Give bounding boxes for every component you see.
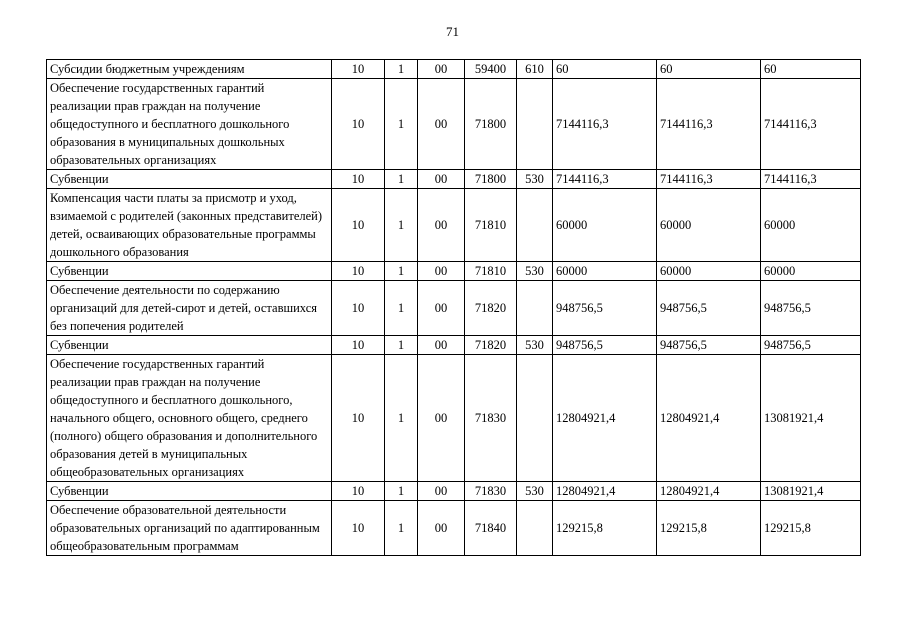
table-row — [47, 189, 861, 262]
row-value-3: 129215,8 — [761, 501, 861, 556]
row-value-3: 60 — [761, 60, 861, 79]
row-section: 10 — [332, 355, 385, 482]
row-value-2: 129215,8 — [657, 501, 761, 556]
table-row — [47, 281, 861, 336]
row-value-2: 60 — [657, 60, 761, 79]
row-name: Обеспечение деятельности по содержанию организаций для детей-сирот и детей, оставшихся без попечения родителей — [47, 281, 332, 336]
table-row — [47, 482, 861, 501]
row-value-2: 948756,5 — [657, 281, 761, 336]
page-number: 71 — [446, 24, 459, 39]
row-section: 10 — [332, 170, 385, 189]
row-value-3: 13081921,4 — [761, 482, 861, 501]
row-value-3: 60000 — [761, 189, 861, 262]
row-type: 530 — [517, 482, 553, 501]
row-subsection: 1 — [385, 501, 418, 556]
row-type: 610 — [517, 60, 553, 79]
row-program: 00 — [418, 501, 465, 556]
row-value-1: 948756,5 — [553, 281, 657, 336]
row-program: 00 — [418, 355, 465, 482]
row-program: 00 — [418, 189, 465, 262]
table-row — [47, 79, 861, 170]
row-value-1: 129215,8 — [553, 501, 657, 556]
row-section: 10 — [332, 281, 385, 336]
row-type — [517, 79, 553, 170]
row-code: 71810 — [465, 262, 517, 281]
table-row — [47, 501, 861, 556]
row-name: Субвенции — [47, 482, 332, 501]
row-value-1: 12804921,4 — [553, 355, 657, 482]
row-code: 71810 — [465, 189, 517, 262]
row-code: 71830 — [465, 355, 517, 482]
row-subsection: 1 — [385, 281, 418, 336]
row-subsection: 1 — [385, 170, 418, 189]
row-subsection: 1 — [385, 60, 418, 79]
row-subsection: 1 — [385, 336, 418, 355]
row-name: Субвенции — [47, 336, 332, 355]
row-value-1: 7144116,3 — [553, 79, 657, 170]
row-section: 10 — [332, 336, 385, 355]
row-value-1: 948756,5 — [553, 336, 657, 355]
row-name: Субвенции — [47, 170, 332, 189]
row-code: 71800 — [465, 170, 517, 189]
row-value-1: 12804921,4 — [553, 482, 657, 501]
row-program: 00 — [418, 170, 465, 189]
row-name: Обеспечение образовательной деятельности образовательных организаций по адаптированным общеобразовательным программам — [47, 501, 332, 556]
row-type — [517, 501, 553, 556]
row-value-1: 60000 — [553, 189, 657, 262]
row-value-1: 60000 — [553, 262, 657, 281]
row-subsection: 1 — [385, 482, 418, 501]
table-row — [47, 336, 861, 355]
row-value-2: 12804921,4 — [657, 482, 761, 501]
row-value-2: 60000 — [657, 262, 761, 281]
table-row — [47, 355, 861, 482]
row-code: 71830 — [465, 482, 517, 501]
row-program: 00 — [418, 79, 465, 170]
row-section: 10 — [332, 189, 385, 262]
row-section: 10 — [332, 501, 385, 556]
row-section: 10 — [332, 482, 385, 501]
row-program: 00 — [418, 262, 465, 281]
row-code: 71800 — [465, 79, 517, 170]
row-type: 530 — [517, 262, 553, 281]
row-name: Субвенции — [47, 262, 332, 281]
row-value-3: 948756,5 — [761, 281, 861, 336]
row-subsection: 1 — [385, 355, 418, 482]
row-code: 59400 — [465, 60, 517, 79]
row-value-2: 948756,5 — [657, 336, 761, 355]
row-section: 10 — [332, 79, 385, 170]
row-value-3: 13081921,4 — [761, 355, 861, 482]
row-value-2: 60000 — [657, 189, 761, 262]
row-value-3: 948756,5 — [761, 336, 861, 355]
row-subsection: 1 — [385, 79, 418, 170]
row-subsection: 1 — [385, 189, 418, 262]
budget-table — [46, 59, 861, 556]
row-type — [517, 355, 553, 482]
row-type — [517, 281, 553, 336]
row-value-1: 7144116,3 — [553, 170, 657, 189]
row-type: 530 — [517, 336, 553, 355]
table-row — [47, 262, 861, 281]
row-program: 00 — [418, 336, 465, 355]
row-name: Компенсация части платы за присмотр и уход, взимаемой с родителей (законных представителей) детей, осваивающих образовательные программы дошкольного образования — [47, 189, 332, 262]
row-program: 00 — [418, 60, 465, 79]
row-code: 71820 — [465, 281, 517, 336]
row-value-3: 7144116,3 — [761, 170, 861, 189]
row-code: 71840 — [465, 501, 517, 556]
row-name: Субсидии бюджетным учреждениям — [47, 60, 332, 79]
row-name: Обеспечение государственных гарантий реализации прав граждан на получение общедоступного и бесплатного дошкольного, начального общего, основного общего, среднего (полного) общего образования и дополнительного образования детей в муниципальных общеобразовательных организациях — [47, 355, 332, 482]
row-value-2: 7144116,3 — [657, 79, 761, 170]
row-value-2: 12804921,4 — [657, 355, 761, 482]
row-value-1: 60 — [553, 60, 657, 79]
row-code: 71820 — [465, 336, 517, 355]
row-program: 00 — [418, 281, 465, 336]
table-row — [47, 170, 861, 189]
row-section: 10 — [332, 60, 385, 79]
table-row — [47, 60, 861, 79]
row-type: 530 — [517, 170, 553, 189]
row-type — [517, 189, 553, 262]
row-program: 00 — [418, 482, 465, 501]
row-value-2: 7144116,3 — [657, 170, 761, 189]
row-section: 10 — [332, 262, 385, 281]
row-name: Обеспечение государственных гарантий реализации прав граждан на получение общедоступного и бесплатного дошкольного образования в муниципальных дошкольных образовательных организациях — [47, 79, 332, 170]
row-value-3: 7144116,3 — [761, 79, 861, 170]
row-value-3: 60000 — [761, 262, 861, 281]
row-subsection: 1 — [385, 262, 418, 281]
